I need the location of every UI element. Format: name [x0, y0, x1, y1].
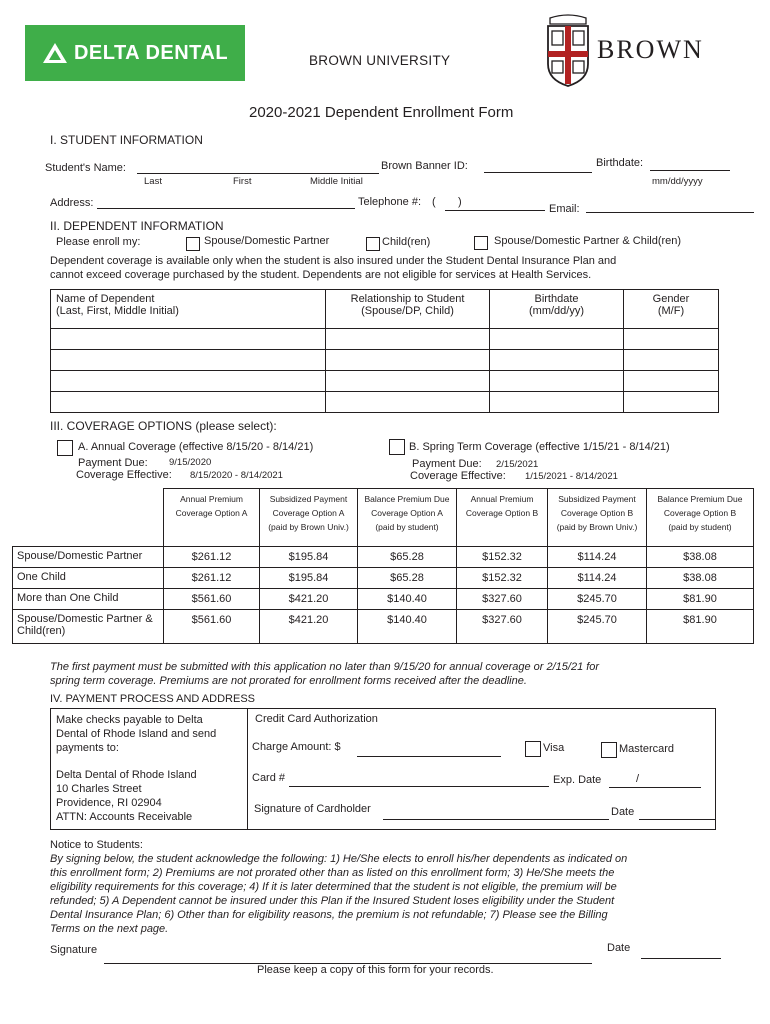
charge-amount-field[interactable]	[357, 756, 501, 757]
banner-id-label: Brown Banner ID:	[381, 160, 468, 172]
section-student-title: I. STUDENT INFORMATION	[50, 133, 203, 147]
address-line1: Delta Dental of Rhode Island	[56, 769, 197, 781]
dependent-col-relationship: Relationship to Student (Spouse/DP, Child)	[326, 290, 490, 329]
checks-line1: Make checks payable to Delta	[56, 714, 203, 726]
cardholder-date-field[interactable]	[639, 819, 715, 820]
birthdate-format-caption: mm/dd/yyyy	[652, 176, 703, 187]
student-date-field[interactable]	[641, 958, 721, 959]
row-label: More than One Child	[13, 589, 164, 610]
section-coverage-title: III. COVERAGE OPTIONS (please select):	[50, 419, 277, 433]
visa-label: Visa	[543, 742, 565, 754]
university-name: BROWN UNIVERSITY	[309, 53, 451, 68]
option-b-payment-label: Payment Due:	[412, 458, 482, 470]
spouse-checkbox[interactable]	[186, 237, 200, 251]
table-row: One Child $261.12 $195.84 $65.28 $152.32 $114.24 $38.08	[13, 568, 754, 589]
delta-dental-logo	[25, 25, 245, 81]
mastercard-label: Mastercard	[619, 743, 675, 755]
option-b-payment-due: 2/15/2021	[496, 459, 539, 470]
notice-line: Terms on the next page.	[50, 923, 169, 935]
option-a-payment-label: Payment Due:	[78, 457, 148, 469]
row-label: Spouse/Domestic Partner	[13, 547, 164, 568]
charge-amount-label: Charge Amount: $	[252, 741, 341, 753]
table-row: Spouse/Domestic Partner $261.12 $195.84 $65.28 $152.32 $114.24 $38.08	[13, 547, 754, 568]
email-field[interactable]	[586, 212, 754, 213]
brown-shield-icon	[544, 14, 592, 88]
option-a-effective-label: Coverage Effective:	[76, 469, 172, 481]
header-subsidized-a: Subsidized Payment Coverage Option A (paid by Brown Univ.)	[260, 489, 358, 547]
table-row	[51, 371, 719, 392]
header-balance-b: Balance Premium Due Coverage Option B (paid by student)	[647, 489, 754, 547]
option-b-effective: 1/15/2021 - 8/14/2021	[525, 471, 618, 482]
section-payment-title: IV. PAYMENT PROCESS AND ADDRESS	[50, 693, 255, 705]
telephone-field[interactable]	[445, 210, 545, 211]
last-name-caption: Last	[144, 176, 162, 187]
payment-box	[50, 708, 716, 830]
student-signature-label: Signature	[50, 944, 98, 956]
notice-line: By signing below, the student acknowledge the following: 1) He/She elects to enroll his/her dependents as indicated on	[50, 853, 628, 865]
logo-text: DELTA DENTAL	[73, 41, 229, 64]
student-birthdate-field[interactable]	[650, 170, 730, 171]
visa-checkbox[interactable]	[525, 741, 541, 757]
children-checkbox[interactable]	[366, 237, 380, 251]
checks-line2: Dental of Rhode Island and send	[56, 728, 217, 740]
children-option-label: Child(ren)	[382, 236, 431, 248]
section-dependent-title: II. DEPENDENT INFORMATION	[50, 219, 224, 233]
notice-line: Dental Insurance Plan; 6) Other than for eligibility reasons, the premium is not refundable; 7) Please see the Billing	[50, 909, 608, 921]
option-a-checkbox[interactable]	[57, 440, 73, 456]
brown-wordmark: BROWN	[597, 35, 704, 64]
dependent-note-line1: Dependent coverage is available only when the student is also insured under the Student Dental Insurance Plan and	[50, 255, 617, 267]
telephone-paren-close: )	[458, 196, 462, 208]
table-row	[51, 350, 719, 371]
form-title: 2020-2021 Dependent Enrollment Form	[249, 104, 514, 121]
exp-date-field[interactable]	[609, 787, 701, 788]
notice-title: Notice to Students:	[50, 839, 143, 851]
cardholder-signature-label: Signature of Cardholder	[254, 803, 371, 815]
exp-date-separator: /	[636, 773, 640, 785]
cardholder-date-label: Date	[611, 806, 635, 818]
address-field[interactable]	[97, 208, 355, 209]
address-label: Address:	[50, 197, 94, 209]
delta-triangle-icon	[42, 42, 68, 64]
card-number-label: Card #	[252, 772, 286, 784]
telephone-label: Telephone #:	[358, 196, 421, 208]
notice-line: refunded; 5) A Dependent cannot be insured under this Plan if the Insured Student loses eligibility under the Student	[50, 895, 615, 907]
notice-line: this enrollment form; 2) Premiums are not prorated other than as listed on this enrollment form; 3) He/She meets the	[50, 867, 615, 879]
spouse-option-label: Spouse/Domestic Partner	[204, 235, 330, 247]
address-line2: 10 Charles Street	[56, 783, 142, 795]
option-a-title: A. Annual Coverage (effective 8/15/20 - 8/14/21)	[78, 441, 314, 453]
first-name-caption: First	[233, 176, 252, 187]
notice-line: eligibility requirements for this coverage; 4) If it is later determined that the student is not eligible, the premium will be	[50, 881, 617, 893]
mastercard-checkbox[interactable]	[601, 742, 617, 758]
dependent-col-birthdate: Birthdate (mm/dd/yy)	[490, 290, 624, 329]
coverage-note-line2: spring term coverage. Premiums are not prorated for enrollment forms received after the deadline.	[50, 675, 527, 687]
header-subsidized-b: Subsidized Payment Coverage Option B (paid by Brown Univ.)	[548, 489, 647, 547]
dependent-col-name: Name of Dependent (Last, First, Middle Initial)	[51, 290, 326, 329]
spouse-children-option-label: Spouse/Domestic Partner & Child(ren)	[494, 235, 682, 247]
middle-initial-caption: Middle Initial	[310, 176, 363, 187]
option-b-effective-label: Coverage Effective:	[410, 470, 506, 482]
option-b-title: B. Spring Term Coverage (effective 1/15/21 - 8/14/21)	[409, 441, 670, 453]
dependent-table	[50, 289, 719, 413]
option-a-effective: 8/15/2020 - 8/14/2021	[190, 470, 283, 481]
header-annual-a: Annual Premium Coverage Option A	[164, 489, 260, 547]
email-label: Email:	[549, 203, 580, 215]
table-row: More than One Child $561.60 $421.20 $140.40 $327.60 $245.70 $81.90	[13, 589, 754, 610]
student-date-label: Date	[607, 942, 631, 954]
table-row: Spouse/Domestic Partner & Child(ren) $561.60 $421.20 $140.40 $327.60 $245.70 $81.90	[13, 610, 754, 644]
exp-date-label: Exp. Date	[553, 774, 602, 786]
header-annual-b: Annual Premium Coverage Option B	[457, 489, 548, 547]
dependent-note-line2: cannot exceed coverage purchased by the student. Dependents are not eligible for services at Health Services.	[50, 269, 592, 281]
checks-line3: payments to:	[56, 742, 119, 754]
dependent-col-gender: Gender (M/F)	[624, 290, 719, 329]
banner-id-field[interactable]	[484, 172, 592, 173]
table-row	[51, 329, 719, 350]
student-name-label: Student's Name:	[45, 162, 126, 174]
credit-card-title: Credit Card Authorization	[255, 713, 378, 725]
row-label: One Child	[13, 568, 164, 589]
option-b-checkbox[interactable]	[389, 439, 405, 455]
student-name-field[interactable]	[137, 173, 379, 174]
enroll-label: Please enroll my:	[56, 236, 141, 248]
telephone-paren-open: (	[432, 196, 436, 208]
footer-note: Please keep a copy of this form for your records.	[257, 964, 494, 976]
coverage-premium-table	[12, 488, 754, 644]
address-line4: ATTN: Accounts Receivable	[56, 811, 193, 823]
cardholder-signature-field[interactable]	[383, 819, 609, 820]
header-balance-a: Balance Premium Due Coverage Option A (paid by student)	[358, 489, 457, 547]
address-line3: Providence, RI 02904	[56, 797, 162, 809]
coverage-note-line1: The first payment must be submitted with this application no later than 9/15/20 for annual coverage or 2/15/21 for	[50, 661, 600, 673]
spouse-children-checkbox[interactable]	[474, 236, 488, 250]
table-row	[51, 392, 719, 413]
birthdate-label: Birthdate:	[596, 157, 644, 169]
option-a-payment-due: 9/15/2020	[169, 457, 212, 468]
card-number-field[interactable]	[289, 786, 549, 787]
row-label: Spouse/Domestic Partner & Child(ren)	[13, 610, 164, 644]
